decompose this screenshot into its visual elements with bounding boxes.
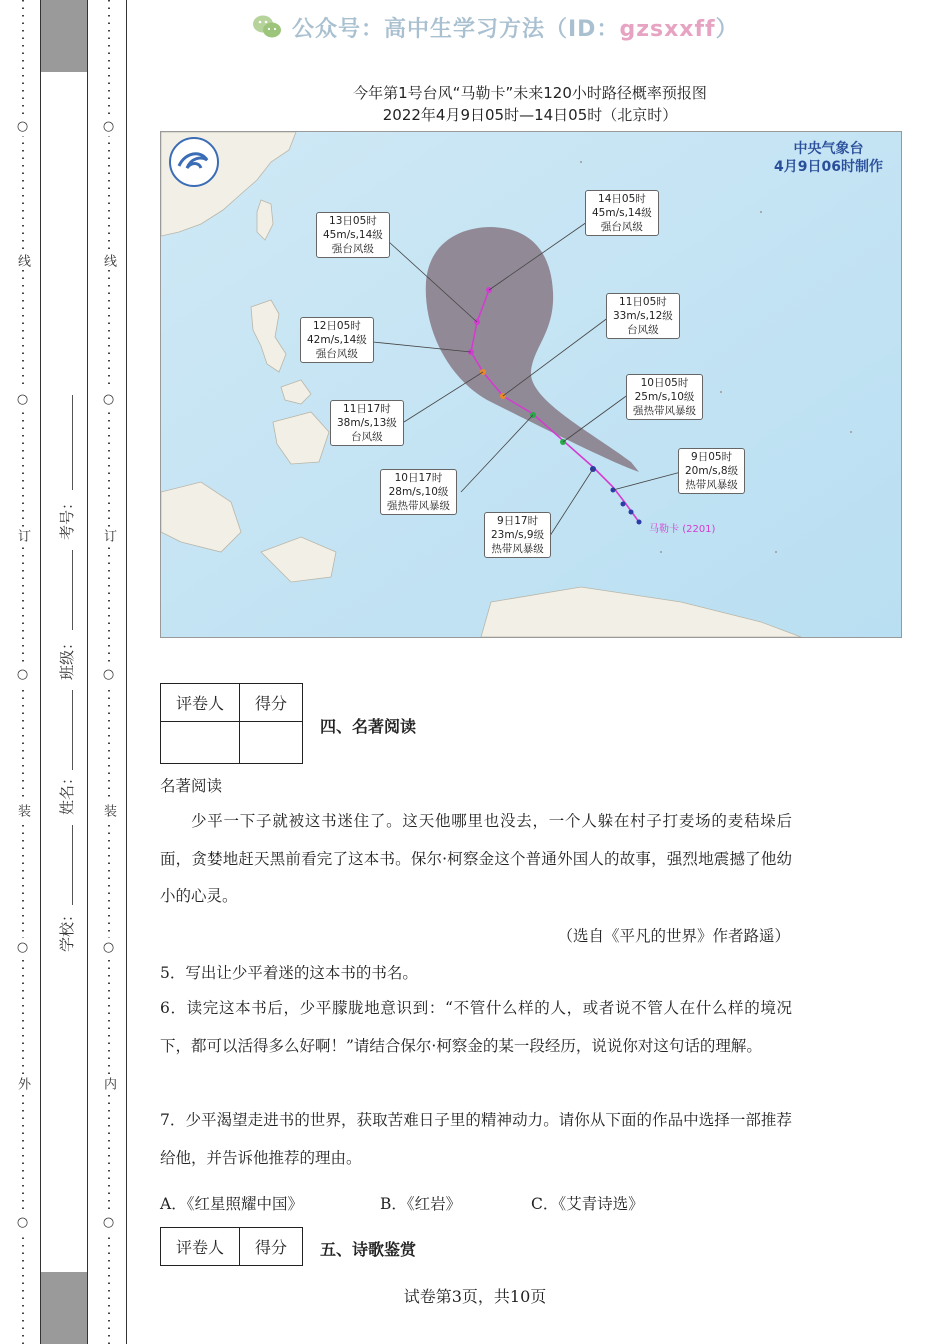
circle-mark: ○: [101, 1215, 116, 1230]
score-table: [160, 1227, 303, 1266]
exam-number-label: 考号：: [58, 494, 76, 540]
circle-mark: ○: [101, 119, 116, 134]
circle-mark: ○: [101, 392, 116, 407]
track-label: [484, 512, 551, 558]
agency-name: 中央气象台: [793, 141, 864, 157]
track-label-speed: 20m/s,8级: [685, 465, 739, 477]
typhoon-code: (2201): [682, 524, 716, 535]
track-label: [316, 212, 390, 258]
track-label-time: 11日05时: [619, 296, 667, 308]
typhoon-track-map: [160, 131, 902, 638]
circle-mark: ○: [15, 667, 30, 682]
section-4-subtitle: 名著阅读: [160, 777, 223, 795]
header-suffix: ）: [715, 17, 739, 42]
margin-mark-xian: 线: [15, 254, 30, 267]
track-label-time: 13日05时: [329, 215, 377, 227]
margin-mark-ding: 订: [101, 529, 116, 542]
track-label: [606, 293, 680, 339]
map-title: 今年第1号台风“马勒卡”未来120小时路径概率预报图: [353, 84, 707, 102]
name-field[interactable]: [72, 690, 73, 770]
made-time: 4月9日06时制作: [774, 159, 883, 175]
exam-number-field[interactable]: [72, 395, 73, 490]
margin-mark-zhuang: 装: [101, 804, 116, 817]
header-prefix: 公众号：高中生学习方法（ID：: [292, 17, 620, 42]
track-label: [380, 469, 457, 515]
margin-mark-xian: 线: [101, 254, 116, 267]
score-header: 得分: [240, 684, 303, 722]
margin-mark-zhuang: 装: [15, 804, 30, 817]
track-label-time: 14日05时: [598, 193, 646, 205]
track-label-time: 9日17时: [497, 515, 539, 527]
score-cell[interactable]: [240, 722, 303, 764]
section-5-title: 五、诗歌鉴赏: [320, 1240, 417, 1259]
school-label: 学校：: [58, 906, 76, 952]
typhoon-name: 马勒卡: [649, 524, 679, 535]
class-label: 班级：: [58, 634, 76, 680]
grader-header: 评卷人: [161, 1228, 240, 1266]
track-label-grade: 强台风级: [331, 243, 374, 255]
page-footer: 试卷第3页，共10页: [403, 1287, 547, 1306]
track-label-time: 9日05时: [691, 451, 733, 463]
track-label: [330, 400, 404, 446]
track-label-grade: 强台风级: [600, 221, 643, 233]
track-label: [678, 448, 745, 494]
score-table: [160, 683, 303, 764]
grader-cell[interactable]: [161, 722, 240, 764]
track-label-grade: 热带风暴级: [685, 479, 738, 491]
header-id: gzsxxff: [619, 17, 716, 42]
track-label-grade: 强热带风暴级: [387, 500, 450, 512]
track-label-time: 10日05时: [640, 377, 689, 389]
option-b: B．《红岩》: [380, 1195, 462, 1213]
track-label-speed: 42m/s,14级: [307, 334, 367, 346]
map-svg: [161, 132, 901, 637]
track-label: [300, 317, 374, 363]
track-label-speed: 28m/s,10级: [388, 486, 449, 498]
map-subtitle: 2022年4月9日05时—14日05时（北京时）: [382, 106, 678, 124]
header-watermark: [292, 12, 739, 43]
track-label-speed: 33m/s,12级: [613, 310, 673, 322]
circle-mark: ○: [15, 1215, 30, 1230]
name-label: 姓名：: [58, 769, 76, 815]
track-label-speed: 45m/s,14级: [592, 207, 652, 219]
margin-mark-wai: 外: [15, 1077, 30, 1090]
track-label-time: 11日17时: [343, 403, 391, 415]
option-a: A．《红星照耀中国》: [160, 1195, 303, 1213]
circle-mark: ○: [15, 940, 30, 955]
circle-mark: ○: [15, 392, 30, 407]
score-header: 得分: [240, 1228, 303, 1266]
track-label-time: 10日17时: [394, 472, 443, 484]
margin-mark-ding: 订: [15, 529, 30, 542]
track-label-speed: 23m/s,9级: [491, 529, 545, 541]
question-7: 7．少平渴望走进书的世界，获取苦难日子里的精神动力。请你从下面的作品中选择一部推荐给他，并告诉他推荐的理由。: [160, 1111, 792, 1167]
grader-header: 评卷人: [161, 684, 240, 722]
track-label-grade: 台风级: [351, 431, 383, 443]
wechat-icon: [252, 14, 282, 40]
margin-mark-nei: 内: [101, 1077, 116, 1090]
class-field[interactable]: [72, 550, 73, 630]
circle-mark: ○: [101, 667, 116, 682]
school-field[interactable]: [72, 825, 73, 905]
circle-mark: ○: [15, 119, 30, 134]
track-label-speed: 45m/s,14级: [323, 229, 383, 241]
track-label: [626, 374, 703, 420]
circle-mark: ○: [101, 940, 116, 955]
track-label-speed: 38m/s,13级: [337, 417, 397, 429]
agency-stamp: [774, 140, 883, 176]
typhoon-name-label: [649, 520, 715, 535]
track-label-time: 12日05时: [313, 320, 361, 332]
question-6: 6．读完这本书后，少平朦胧地意识到：“不管什么样的人，或者说不管人在什么样的境况下，都可以活得多么好啊！”请结合保尔·柯察金的某一段经历，说说你对这句话的理解。: [160, 999, 792, 1055]
track-label-grade: 台风级: [627, 324, 659, 336]
section-4-title: 四、名著阅读: [320, 717, 417, 736]
question-5: 5．写出让少平着迷的这本书的书名。: [160, 964, 418, 982]
track-label-grade: 热带风暴级: [491, 543, 544, 555]
passage: 少平一下子就被这书迷住了。这天他哪里也没去，一个人躲在村子打麦场的麦秸垛后面，贪婪地赶天黑前看完了这本书。保尔·柯察金这个普通外国人的故事，强烈地震撼了他幼小的心灵。: [160, 812, 792, 905]
cma-logo-icon: [170, 138, 218, 186]
option-c: C．《艾青诗选》: [531, 1195, 644, 1213]
track-label-grade: 强台风级: [315, 348, 358, 360]
passage-source: （选自《平凡的世界》作者路遥）: [557, 927, 790, 945]
track-label-speed: 25m/s,10级: [634, 391, 695, 403]
track-label-grade: 强热带风暴级: [633, 405, 696, 417]
track-label: [585, 190, 659, 236]
